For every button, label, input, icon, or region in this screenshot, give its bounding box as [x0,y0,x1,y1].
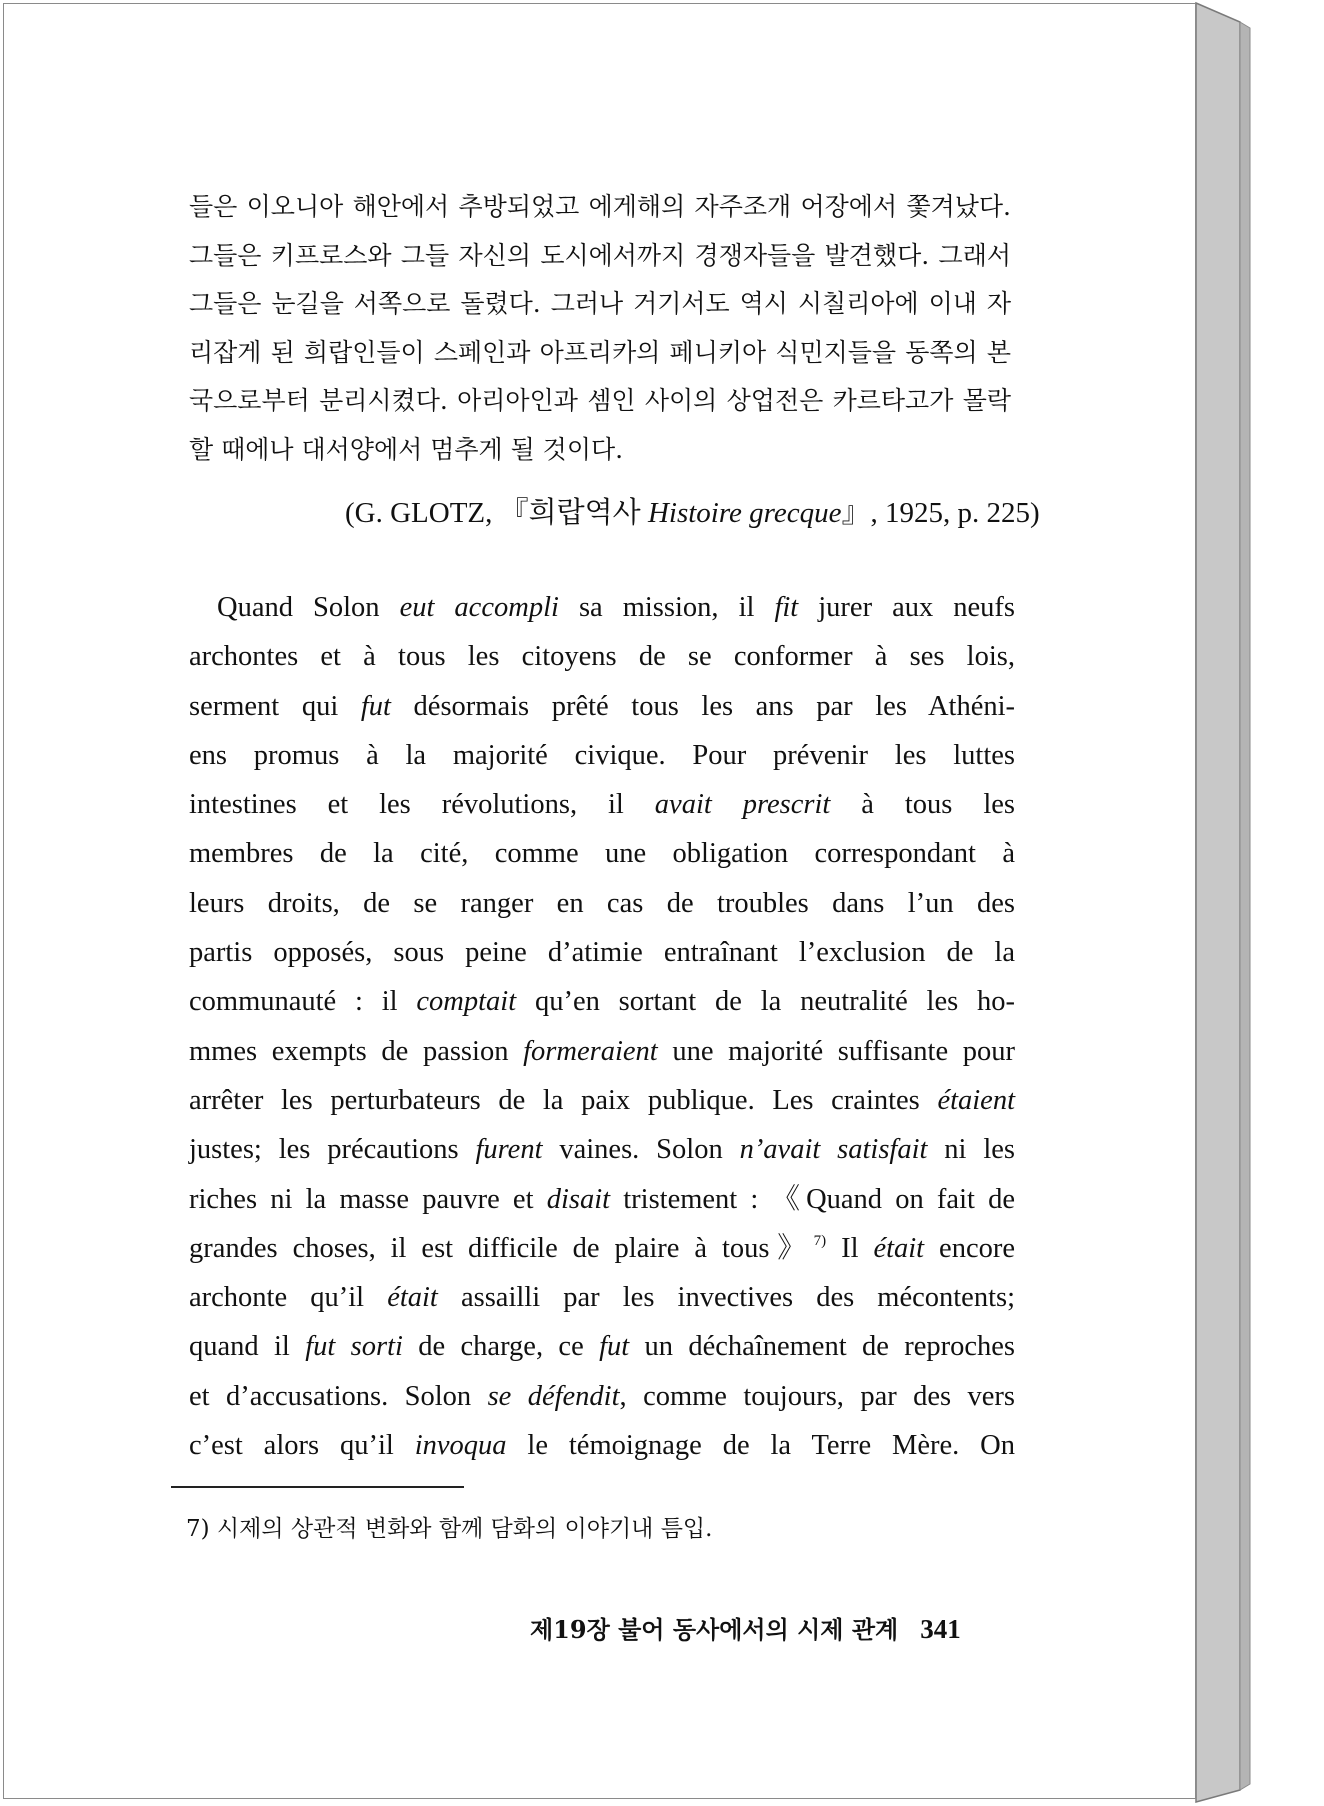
text-run: sa mission, il [558,592,775,623]
citation-prefix: (G. GLOTZ, 『희랍역사 [345,497,648,529]
text-run: le témoignage de la Terre Mère. On [506,1430,1016,1462]
italic-verb: fut sorti [305,1331,403,1363]
korean-line: 들은 이오니아 해안에서 추방되었고 에게해의 자주조개 어장에서 쫓겨났다. [189,192,1011,221]
french-line [189,1076,1015,1125]
text-run: à tous les [830,789,1015,821]
french-line [189,1125,1015,1174]
page-number: 341 [920,1614,961,1644]
citation-suffix: 』, 1925, p. 225) [841,497,1040,529]
text-run: un déchaînement de reproches [629,1331,1015,1363]
book-page-edge [1190,0,1324,1806]
text-run: mmes exempts de passion [189,1035,524,1067]
running-footer [530,1610,961,1645]
french-line [189,1175,1015,1224]
text-run: Quand Solon [217,592,400,623]
french-line [189,977,1015,1026]
text-run: de charge, ce [402,1331,600,1363]
footnote-divider [171,1486,464,1488]
italic-verb: était [387,1282,438,1314]
text-run: encore [924,1232,1015,1264]
italic-verb: comptait [416,986,517,1018]
text-run: justes; les précautions [189,1134,476,1166]
italic-verb: fut [360,690,391,722]
italic-verb: furent [475,1134,543,1166]
text-run: leurs droits, de se ranger en cas de troubles dans l’un des [189,887,1015,919]
french-line [189,583,1015,632]
text-run: et d’accusations. Solon [189,1380,488,1412]
text-run: quand il [189,1331,306,1363]
text-run: serment qui [189,690,361,722]
italic-verb: se défendit [487,1380,620,1412]
italic-verb: fut [599,1331,630,1363]
french-line [189,928,1015,977]
french-line [189,632,1015,681]
italic-verb: formeraient [523,1035,658,1067]
french-line [189,1322,1015,1371]
italic-verb: eut accompli [399,592,559,623]
french-line [189,1421,1015,1470]
text-run: tristement : 《Quand on fait de [610,1183,1015,1215]
chapter-title: 제19장 불어 동사에서의 시제 관계 [530,1615,899,1644]
citation-title: Histoire grecque [647,497,842,529]
text-run: désormais prêté tous les ans par les Athéni- [390,690,1016,722]
text-run: vaines. Solon [542,1134,740,1166]
footnote: 7) 시제의 상관적 변화와 함께 담화의 이야기내 틈입. [186,1516,713,1542]
text-run: ni les [927,1134,1016,1166]
text-run: archontes et à tous les citoyens de se conformer à ses lois, [189,641,1015,673]
text-run: partis opposés, sous peine d’atimie entraînant l’exclusion de la [189,937,1015,969]
italic-verb: avait prescrit [654,789,831,821]
french-line [189,1027,1015,1076]
italic-verb: n’avait satisfait [739,1134,928,1166]
italic-verb: étaient [937,1084,1015,1116]
korean-line: 그들은 눈길을 서쪽으로 돌렸다. 그러나 거기서도 역시 시칠리아에 이내 자 [189,289,1011,319]
citation [345,490,1040,531]
footnote-ref: 7) [813,1232,827,1249]
text-run: ens promus à la majorité civique. Pour prévenir les luttes [189,739,1015,771]
text-run: qu’en sortant de la neutralité les ho- [516,986,1015,1018]
french-line [189,780,1015,829]
text-run: archonte qu’il [189,1282,388,1314]
text-run: arrêter les perturbateurs de la paix publique. Les craintes [189,1084,938,1116]
text-run: c’est alors qu’il [189,1430,415,1462]
korean-line: 리잡게 된 희랍인들이 스페인과 아프리카의 페니키아 식민지들을 동쪽의 본 [189,337,1011,367]
french-line [189,731,1015,780]
text-run: une majorité suffisante pour [657,1035,1015,1067]
french-line [189,1224,1015,1273]
french-line [189,879,1015,928]
text-run: jurer aux neufs [798,592,1016,623]
french-line [189,1372,1015,1421]
korean-line: 그들은 키프로스와 그들 자신의 도시에서까지 경쟁자들을 발견했다. 그래서 [189,240,1011,270]
korean-line: 국으로부터 분리시켰다. 아리아인과 셈인 사이의 상업전은 카르타고가 몰락 [189,386,1011,416]
french-line [189,1273,1015,1322]
text-run: communauté : il [189,986,417,1018]
text-run: grandes choses, il est difficile de plaire à tous》 [189,1232,814,1264]
text-run: intestines et les révolutions, il [189,789,655,821]
italic-verb: invoqua [414,1430,507,1462]
text-run: Il [826,1232,874,1264]
italic-verb: fit [774,592,799,623]
french-paragraph [189,583,1015,1470]
italic-verb: disait [546,1183,611,1215]
italic-verb: était [873,1232,925,1264]
text-run: , comme toujours, par des vers [619,1380,1016,1412]
korean-line: 할 때에나 대서양에서 멈추게 될 것이다. [189,434,624,464]
text-run: membres de la cité, comme une obligation correspondant à [189,838,1015,870]
french-line [189,829,1015,878]
korean-paragraph [189,183,1011,475]
text-run: riches ni la masse pauvre et [189,1183,547,1215]
text-run: assailli par les invectives des mécontents; [437,1282,1016,1314]
french-line [189,682,1015,731]
